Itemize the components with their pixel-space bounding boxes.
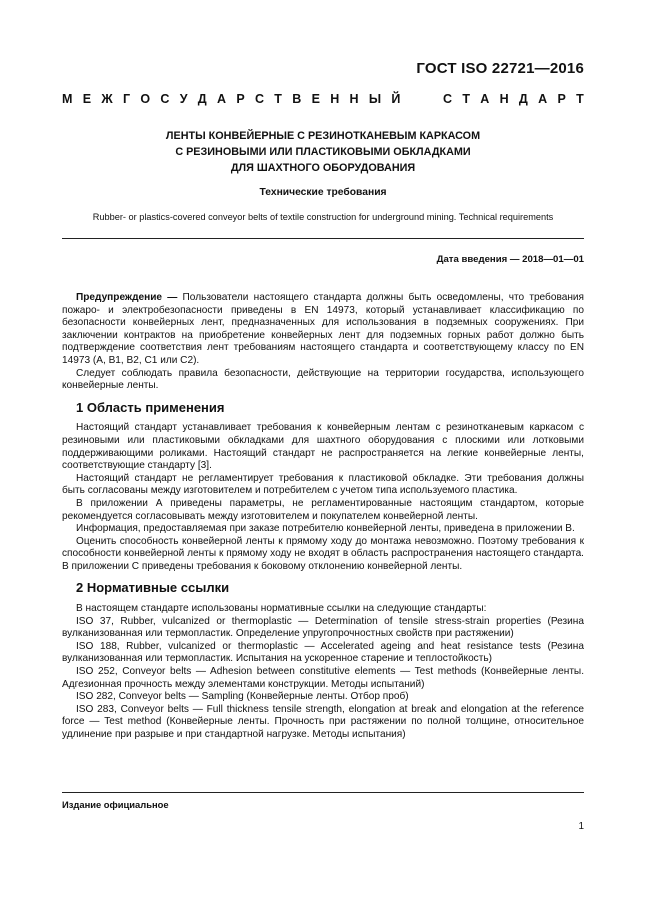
document-subtitle: Технические требования (259, 187, 387, 198)
references-intro: В настоящем стандарте использованы нормативные ссылки на следующие стандарты: (76, 603, 487, 615)
banner-letter: Г (122, 92, 131, 106)
banner-letter: Р (557, 92, 566, 106)
scope-paragraph: Настоящий стандарт не регламентирует требования к пластиковой обкладке. Эти требования должны быть согласованы между изготовителем и потребителем с учетом типа используемого пластика. (62, 472, 584, 497)
banner-letter: Н (330, 92, 340, 106)
footer-divider (62, 792, 584, 793)
banner-letter: Н (499, 92, 509, 106)
interstate-standard-banner (62, 92, 584, 106)
warning-label: Предупреждение — (76, 292, 178, 303)
banner-letter: С (442, 92, 453, 106)
title-line: ЛЕНТЫ КОНВЕЙЕРНЫЕ С РЕЗИНОТКАНЕВЫМ КАРКАСОМ (165, 130, 481, 142)
warning-text: Пользователи настоящего стандарта должны быть осведомлены, что требования пожаро- и электробезопасности приведены в EN 14973, который устанавливает классификацию по безопасности конвейерных лент, предназначенных для использования в подземных сооружениях. При заключении контрактов на приобретение конвейерных лент для подземных горных работ должно быть подтверждение соответствия лент требованиям настоящего стандарта и соответствующему классу по EN 14973 (A, B1, B2, C1 или C2). (62, 292, 584, 366)
banner-letter: Т (462, 92, 470, 106)
banner-letter: А (217, 92, 227, 106)
banner-letter: Р (236, 92, 245, 106)
document-title (62, 128, 584, 176)
reference-item: ISO 188, Rubber, vulcanized or thermoplastic — Accelerated ageing and heat resistance tests (Резина вулканизованная или термопластик. Испытания на ускоренное старение и теплостойкость) (62, 640, 584, 665)
banner-letter: Ы (368, 92, 382, 106)
scope-paragraph: Оценить способность конвейерной ленты к прямому ходу до монтажа невозможно. Поэтому требования к способности конвейерной ленты к прямому ходу не входят в область распространения настоящего стандарта. В приложении С приведены требования к боковому отклонению конвейерной ленты. (62, 535, 584, 572)
banner-letter: Н (349, 92, 359, 106)
scope-paragraph: Настоящий стандарт устанавливает требования к конвейерным лентам с резинотканевым каркасом с резиновыми или пластиковыми обкладками для шахтного оборудования с плоскими или лотковыми поддерживающими роликами. Настоящий стандарт не распространяется на легкие конвейерные ленты, соответствующие стандарту [3]. (62, 422, 584, 472)
title-line: ДЛЯ ШАХТНОГО ОБОРУДОВАНИЯ (230, 162, 416, 174)
banner-letter: А (538, 92, 548, 106)
banner-letter: Д (197, 92, 207, 106)
safety-paragraph: Следует соблюдать правила безопасности, действующие на территории государства, использующего конвейерные ленты. (62, 367, 584, 392)
banner-letter: В (292, 92, 302, 106)
banner-letter: М (62, 92, 73, 106)
banner-letter: С (254, 92, 264, 106)
banner-letter: С (160, 92, 170, 106)
banner-letter: Ж (101, 92, 113, 106)
banner-letter: Й (391, 92, 401, 106)
official-edition-label: Издание официальное (62, 799, 169, 810)
english-title: Rubber- or plastics-covered conveyor belts of textile construction for underground mining. Technical requirements (92, 212, 554, 222)
banner-letter: Е (311, 92, 320, 106)
introduction-date: Дата введения — 2018—01—01 (436, 254, 584, 265)
title-line: С РЕЗИНОВЫМИ ИЛИ ПЛАСТИКОВЫМИ ОБКЛАДКАМИ (175, 146, 471, 158)
banner-letter: Т (274, 92, 282, 106)
banner-letter: Д (518, 92, 528, 106)
banner-letter: О (140, 92, 151, 106)
warning-paragraph (62, 292, 584, 368)
scope-paragraph: Информация, предоставляемая при заказе потребителю конвейерной ленты, приведена в приложении В. (76, 523, 575, 535)
document-body (62, 292, 584, 742)
reference-item: ISO 283, Conveyor belts — Full thickness tensile strength, elongation at break and elongation at the reference force — Test method (Конвейерные ленты. Прочность при растяжении по полной толщине, относительное удлинение при разрыве и при стандартной нагрузке. Методы испытания) (62, 703, 584, 740)
banner-letter: У (179, 92, 188, 106)
reference-item: ISO 252, Conveyor belts — Adhesion between constitutive elements — Test methods (Конвейерные ленты. Адгезионная прочность между элементами конструкции. Методы испытаний) (62, 666, 584, 690)
reference-item: ISO 37, Rubber, vulcanized or thermoplastic — Determination of tensile stress-strain properties (Резина вулканизованная или термопластик. Определение упругопрочностных свойств при растяжении) (62, 615, 584, 640)
banner-letter: А (480, 92, 490, 106)
page-number: 1 (578, 821, 584, 832)
header-divider (62, 238, 584, 239)
scope-paragraph: В приложении А приведены параметры, не регламентированные настоящим стандартом, которые рекомендуется согласовывать между изготовителем и покупателем конвейерной ленты. (62, 497, 584, 522)
banner-letter: Т (576, 92, 584, 106)
banner-letter: Е (82, 92, 92, 106)
banner-word-gap (411, 92, 433, 106)
reference-item: ISO 282, Conveyor belts — Sampling (Конвейерные ленты. Отбор проб) (76, 691, 409, 703)
section-1-heading: 1 Область применения (76, 399, 225, 415)
section-2-heading: 2 Нормативные ссылки (76, 580, 230, 596)
standard-number: ГОСТ ISO 22721—2016 (416, 60, 584, 77)
